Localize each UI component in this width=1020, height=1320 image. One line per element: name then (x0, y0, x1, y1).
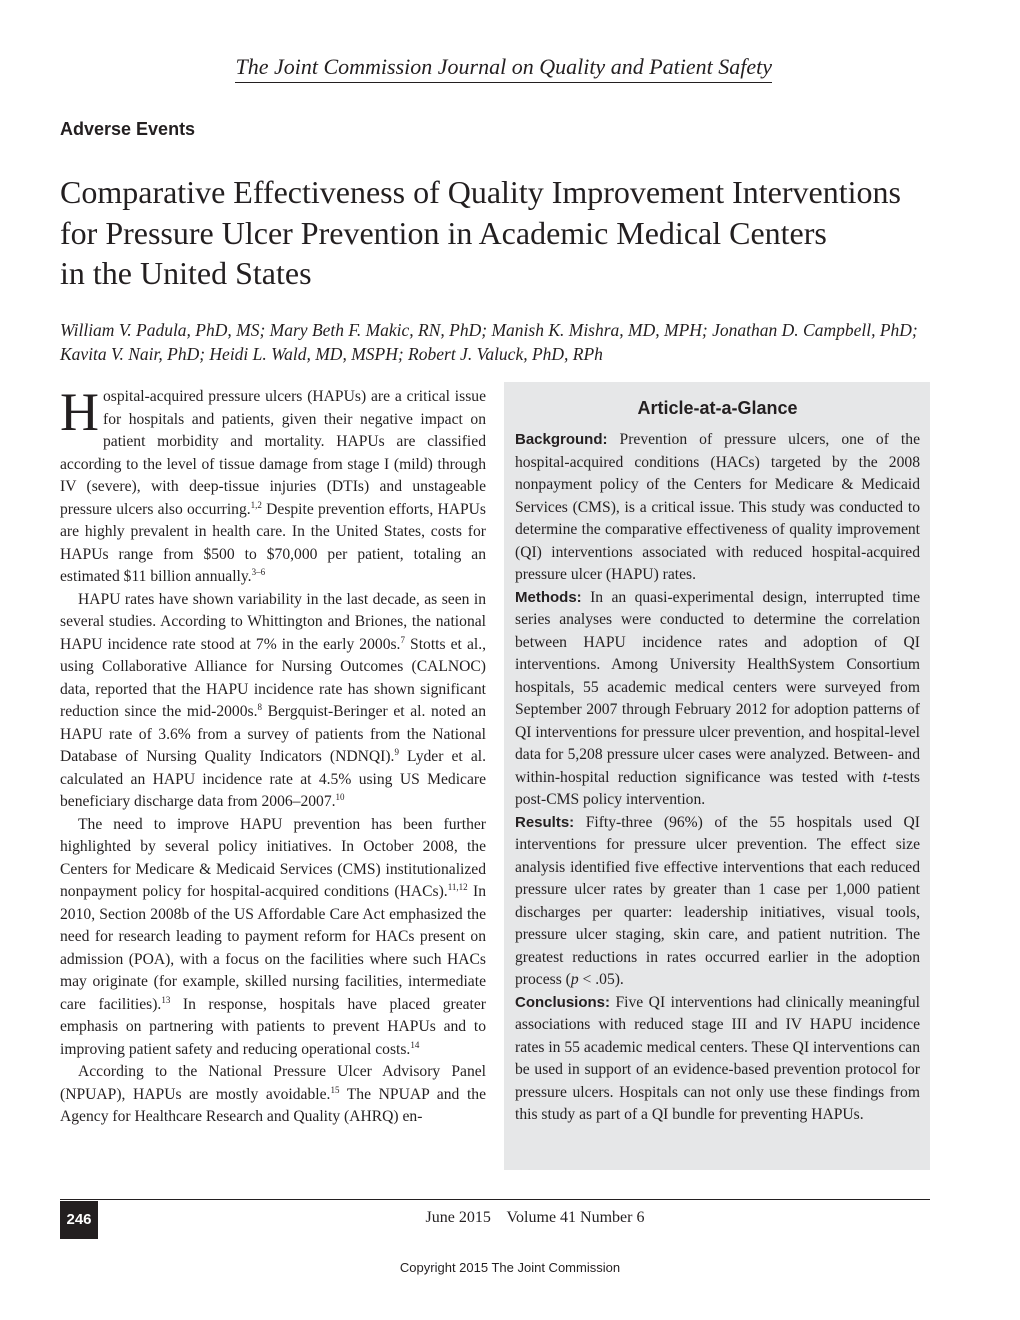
body-text: HAPU rates have shown variability in the last decade, as seen in several studies. According to Whittington and Briones, the national HAPU incidence rate stood at 7% in the early 2000s. (60, 590, 486, 653)
body-paragraph (60, 382, 486, 589)
body-text: The NPUAP and the Agency for Healthcare Research and Quality (AHRQ) en- (60, 1085, 486, 1125)
body-text: Stotts et al., using Collaborative Alliance for Nursing Outcomes (CALNOC) data, reported that the HAPU incidence rate has shown significant reduction since the mid-2000s. (60, 635, 486, 720)
article-title (60, 172, 960, 294)
glance-text: < .05). (578, 971, 624, 988)
body-text: Lyder et al. calculated an HAPU incidence rate at 4.5% using US Medicare beneficiary discharge data from 2006–2007. (60, 748, 486, 810)
glance-results (515, 812, 920, 992)
body-text: ospital-acquired pressure ulcers (HAPUs) are a critical issue for hospitals and patients, given their negative impact on patient morbidity and mortality. HAPUs are classified according to the level of tissue damage from stage I (mild) through IV (severe), with deep-tissue injuries (DTIs) and unstageable pressure ulcers also occurring. (60, 388, 486, 518)
journal-header: The Joint Commission Journal on Quality and Patient Safety (235, 54, 772, 83)
reference-marker: 7 (400, 634, 405, 645)
glance-text: In an quasi-experimental design, interrupted time series analyses were conducted to determine the correlation between HAPU incidence rates and adoption of QI interventions. Among University HealthSystem Consortium hospitals, 55 academic medical centers were surveyed from September 2007 through February 2012 for adoption patterns of QI interventions for pressure ulcer prevention, and hospital-level data for 5,208 pressure ulcer cases were analyzed. Between- and within-hospital reduction significance was tested with (515, 588, 920, 786)
glance-text: Prevention of pressure ulcers, one of the hospital-acquired conditions (HACs) targeted by the 2008 nonpayment policy of the Centers for Medicare & Medicaid Services (CMS), is a critical issue. This study was conducted to determine the comparative effectiveness of quality improvement (QI) interventions associated with reduced hospital-acquired pressure ulcer (HAPU) rates. (515, 431, 920, 583)
body-text: In 2010, Section 2008b of the US Affordable Care Act emphasized the need for research leading to payment reform for HACs present on admission (POA), with a focus on the facilities where such HACs may originate (for example, skilled nursing facilities, intermediate care facilities). (60, 883, 486, 1013)
body-column (60, 382, 487, 1129)
body-paragraph (60, 589, 486, 814)
glance-text: Five QI interventions had clinically meaningful associations with reduced stage III and IV HAPU incidence rates in 55 academic medical centers. These QI interventions can be used in support of an evidence-based prevention protocol for pressure ulcers. Hospitals can not only use these findings from this study as part of a QI bundle for preventing HAPUs. (515, 993, 920, 1123)
body-text: Bergquist-Beringer et al. noted an HAPU rate of 3.6% from a survey of patients from the National Database of Nursing Quality Indicators (NDNQI). (60, 703, 487, 765)
glance-text: -tests post-CMS policy intervention. (515, 768, 920, 808)
drop-cap: H (60, 382, 99, 442)
reference-marker: 1,2 (250, 499, 262, 510)
glance-conclusions (515, 992, 920, 1127)
body-text: Despite prevention efforts, HAPUs are highly prevalent in health care. In the United States, costs for HAPUs range from $500 to $70,000 per patient, totaling an estimated $11 billion annually. (60, 500, 486, 585)
glance-label: Results: (515, 813, 575, 831)
section-label: Adverse Events (60, 119, 196, 139)
article-at-a-glance-box (504, 382, 930, 1170)
issue-line: June 2015 Volume 41 Number 6 (425, 1209, 645, 1226)
glance-background (515, 429, 920, 587)
glance-text: Fifty-three (96%) of the 55 hospitals used QI interventions for pressure ulcer prevention. The effect size analysis identified five effective interventions that each reduced pressure ulcer rates by greater than 1 case per 1,000 patient discharges per quarter: leadership initiatives, visual tools, pressure ulcer staging, skin care, and patient nutrition. The greatest reductions in rates occurred earlier in the adoption process ( (515, 813, 920, 988)
footer-divider (60, 1199, 930, 1200)
reference-marker: 11,12 (447, 881, 468, 892)
author-list (60, 318, 960, 366)
author-line: William V. Padula, PhD, MS; Mary Beth F. Makic, RN, PhD; Manish K. Mishra, MD, MPH; Jonathan D. Campbell, PhD; (60, 320, 918, 340)
title-line: for Pressure Ulcer Prevention in Academic Medical Centers (60, 214, 827, 251)
glance-methods (515, 587, 920, 812)
body-paragraph (60, 814, 486, 1062)
copyright-notice: Copyright 2015 The Joint Commission (399, 1260, 621, 1275)
reference-marker: 3–6 (251, 566, 266, 577)
reference-marker: 10 (335, 791, 345, 802)
title-line: Comparative Effectiveness of Quality Improvement Interventions (60, 174, 901, 210)
reference-marker: 9 (394, 746, 399, 757)
glance-label: Methods: (515, 588, 582, 606)
body-paragraph (60, 1061, 486, 1129)
glance-heading: Article-at-a-Glance (637, 398, 798, 418)
reference-marker: 13 (161, 994, 171, 1005)
author-line: Kavita V. Nair, PhD; Heidi L. Wald, MD, MSPH; Robert J. Valuck, PhD, RPh (60, 344, 603, 364)
glance-label: Conclusions: (515, 993, 611, 1011)
glance-italic: t (882, 768, 888, 786)
glance-label: Background: (515, 431, 608, 448)
body-text: The need to improve HAPU prevention has been further highlighted by several policy initiatives. In October 2008, the Centers for Medicare & Medicaid Services (CMS) institutionalized nonpayment policy for hospital-acquired conditions (HACs). (60, 815, 486, 900)
page-number: 246 (60, 1201, 98, 1239)
reference-marker: 15 (330, 1084, 340, 1095)
reference-marker: 14 (410, 1039, 420, 1050)
title-line: in the United States (60, 255, 312, 291)
body-text: In response, hospitals have placed greater emphasis on partnering with patients to prevent HAPUs and to improving patient safety and reducing operational costs. (60, 995, 486, 1058)
glance-italic: p (570, 971, 579, 988)
body-text: According to the National Pressure Ulcer Advisory Panel (NPUAP), HAPUs are mostly avoidable. (60, 1063, 486, 1103)
reference-marker: 8 (257, 701, 262, 712)
